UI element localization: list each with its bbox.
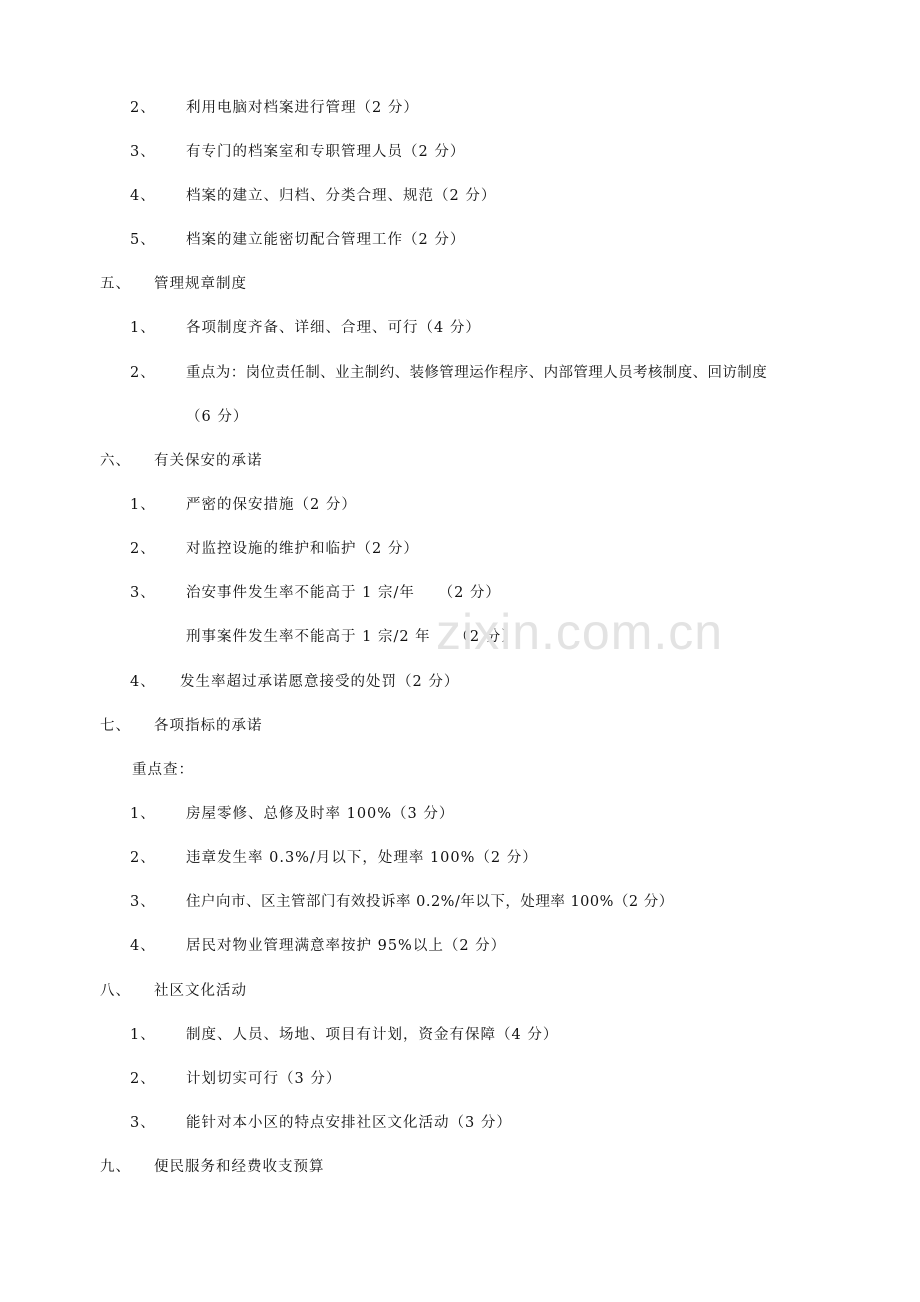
item-number: 5、 (130, 232, 156, 248)
item-number: 4、 (130, 674, 156, 690)
section-number: 八、 (100, 983, 131, 999)
subheading-text: 重点查： (132, 762, 194, 778)
item-text: 刑事案件发生率不能高于 1 宗/2 年 （2 分） (186, 629, 517, 645)
item-number: 2、 (130, 100, 156, 116)
section-title: 有关保安的承诺 (154, 453, 263, 469)
item-number: 3、 (130, 144, 156, 160)
item-text: 各项制度齐备、详细、合理、可行（4 分） (186, 320, 481, 336)
item-number: 1、 (130, 806, 156, 822)
item-number: 2、 (130, 850, 156, 866)
item-number: 3、 (130, 894, 156, 910)
item-number: 3、 (130, 585, 156, 601)
section-title: 各项指标的承诺 (154, 718, 263, 734)
item-text: 档案的建立能密切配合管理工作（2 分） (186, 232, 466, 248)
item-text: 治安事件发生率不能高于 1 宗/年 （2 分） (186, 585, 501, 601)
item-number: 4、 (130, 938, 156, 954)
item-number: 1、 (130, 497, 156, 513)
item-text: 档案的建立、归档、分类合理、规范（2 分） (186, 188, 497, 204)
section-title: 便民服务和经费收支预算 (154, 1159, 325, 1175)
item-text: 对监控设施的维护和临护（2 分） (186, 541, 419, 557)
item-number: 1、 (130, 1027, 156, 1043)
item-text: 住户向市、区主管部门有效投诉率 0.2%/年以下，处理率 100%（2 分） (186, 894, 674, 910)
section-number: 九、 (100, 1159, 131, 1175)
section-title: 社区文化活动 (154, 983, 247, 999)
item-text: 制度、人员、场地、项目有计划，资金有保障（4 分） (186, 1027, 559, 1043)
item-number: 2、 (130, 365, 156, 381)
item-text: 发生率超过承诺愿意接受的处罚（2 分） (180, 674, 460, 690)
item-number: 1、 (130, 320, 156, 336)
item-text: 严密的保安措施（2 分） (186, 497, 357, 513)
item-text: 违章发生率 0.3%/月以下，处理率 100%（2 分） (186, 850, 538, 866)
item-number: 2、 (130, 1071, 156, 1087)
item-text: 能针对本小区的特点安排社区文化活动（3 分） (186, 1115, 512, 1131)
item-text: 有专门的档案室和专职管理人员（2 分） (186, 144, 466, 160)
item-text: 利用电脑对档案进行管理（2 分） (186, 100, 419, 116)
section-number: 六、 (100, 453, 131, 469)
watermark: zixin.com.cn (436, 604, 724, 660)
item-text: 计划切实可行（3 分） (186, 1071, 342, 1087)
section-title: 管理规章制度 (154, 276, 247, 292)
item-text: 房屋零修、总修及时率 100%（3 分） (186, 806, 455, 822)
section-number: 七、 (100, 718, 131, 734)
item-text: 重点为：岗位责任制、业主制约、装修管理运作程序、内部管理人员考核制度、回访制度 (186, 365, 768, 381)
item-number: 4、 (130, 188, 156, 204)
section-number: 五、 (100, 276, 131, 292)
item-number: 2、 (130, 541, 156, 557)
item-number: 3、 (130, 1115, 156, 1131)
item-text: （6 分） (186, 409, 249, 425)
item-text: 居民对物业管理满意率按护 95%以上（2 分） (186, 938, 507, 954)
